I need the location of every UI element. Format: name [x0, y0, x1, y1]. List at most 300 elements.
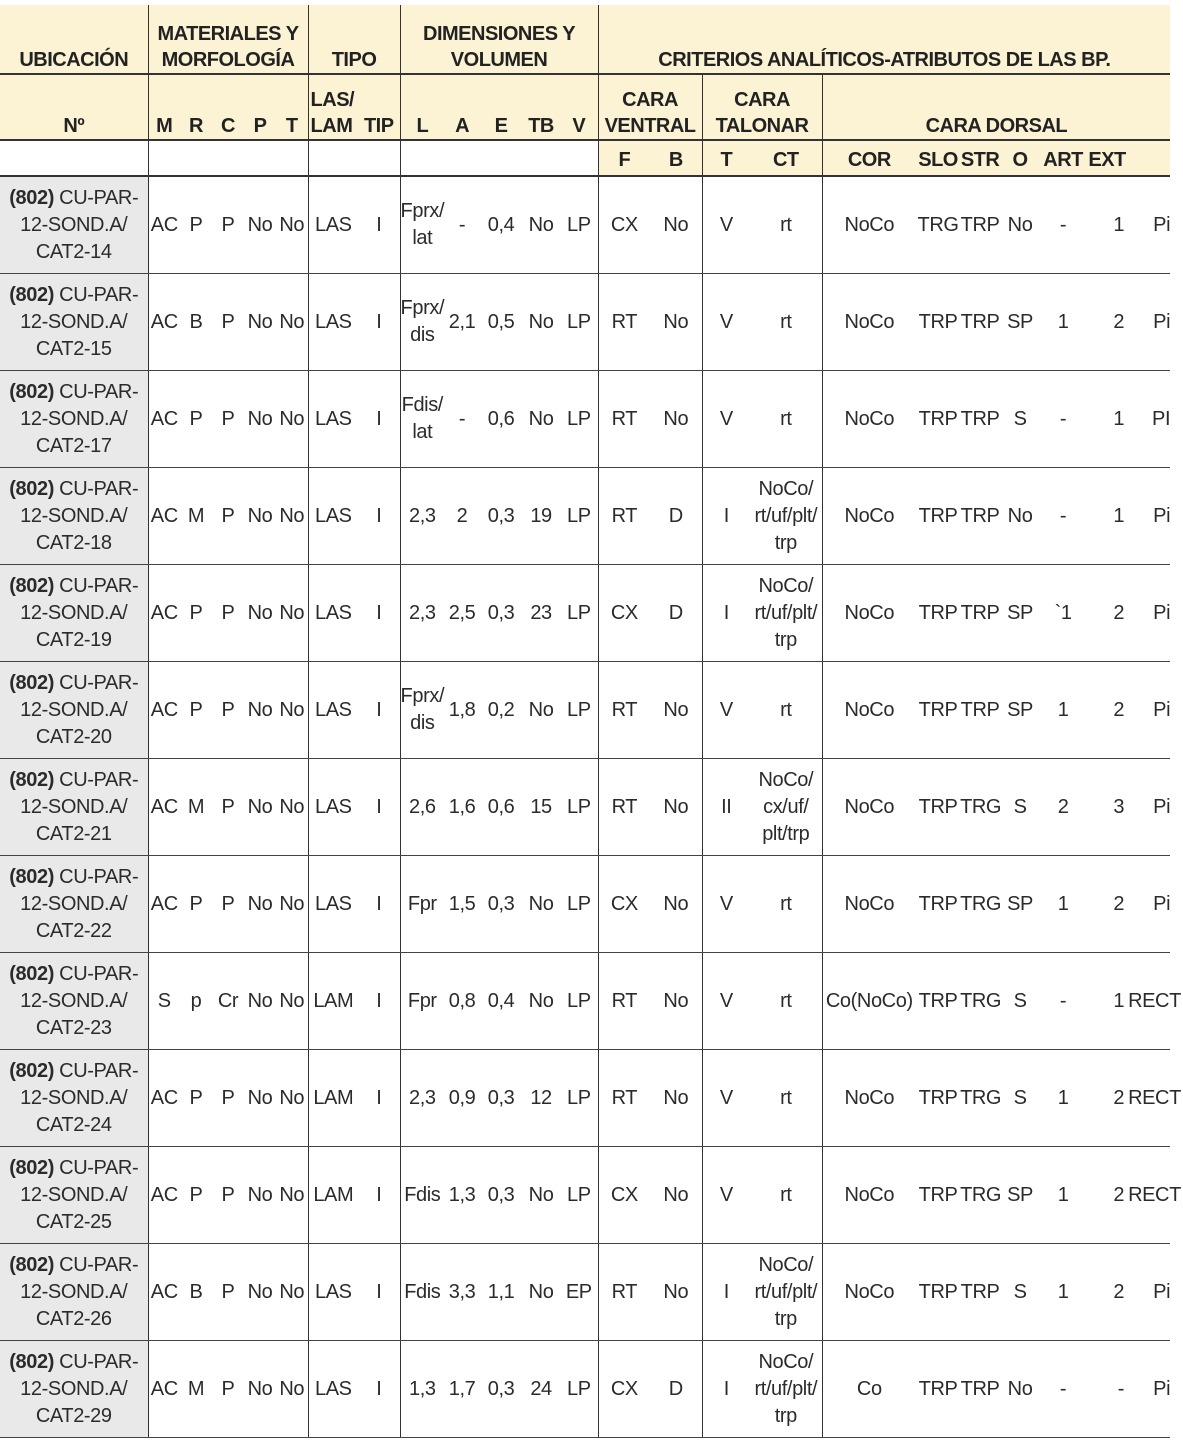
- cell-t: No: [276, 371, 308, 468]
- cell-ct: NoCo/ rt/uf/plt/ trp: [750, 1244, 822, 1341]
- cell-tip: I: [358, 565, 400, 662]
- cell-a: -: [444, 371, 480, 468]
- cell-f: RT: [598, 759, 650, 856]
- cell-f: RT: [598, 468, 650, 565]
- cell-str: TRP: [960, 176, 1000, 274]
- header-e: E: [480, 74, 522, 140]
- header-c: C: [212, 74, 244, 140]
- cell-e: 0,3: [480, 468, 522, 565]
- cell-a: 2,1: [444, 274, 480, 371]
- cell-tb: No: [522, 176, 560, 274]
- cell-a: 3,3: [444, 1244, 480, 1341]
- header-blank-materiales: [148, 140, 308, 176]
- table-row: [0, 176, 1170, 274]
- cell-str: TRP: [960, 274, 1000, 371]
- cell-cor: Co: [822, 1341, 916, 1438]
- header-last-blank: [1128, 140, 1170, 176]
- cell-a: 2: [444, 468, 480, 565]
- cell-f: CX: [598, 1341, 650, 1438]
- cell-las-lam: LAM: [308, 1147, 358, 1244]
- cell-id-code: (802): [9, 1156, 54, 1179]
- cell-last: Pi: [1128, 565, 1170, 662]
- cell-l: Fprx/ dis: [400, 274, 444, 371]
- header-las-lam-line2: LAM: [310, 115, 353, 137]
- cell-id-code: (802): [9, 574, 54, 597]
- cell-id: [0, 662, 148, 759]
- cell-id-rest: CU-PAR-12-SOND.A/ CAT2-18: [20, 477, 139, 554]
- cell-str: TRP: [960, 1244, 1000, 1341]
- cell-v: LP: [560, 759, 598, 856]
- header-dimensiones-line2: VOLUMEN: [450, 49, 548, 71]
- cell-t: No: [276, 1341, 308, 1438]
- cell-cor: NoCo: [822, 468, 916, 565]
- cell-id-code: (802): [9, 671, 54, 694]
- cell-e: 0,6: [480, 371, 522, 468]
- cell-c: P: [212, 176, 244, 274]
- cell-art: -: [1040, 1341, 1086, 1438]
- cell-p: No: [244, 856, 276, 953]
- cell-id-rest: CU-PAR-12-SOND.A/ CAT2-23: [20, 962, 139, 1039]
- cell-art: 1: [1040, 1244, 1086, 1341]
- table-row: [0, 953, 1170, 1050]
- cell-m: AC: [148, 274, 180, 371]
- cell-o: S: [1000, 1050, 1040, 1147]
- cell-slo: TRP: [916, 1244, 960, 1341]
- cell-e: 0,3: [480, 565, 522, 662]
- cell-r: M: [180, 468, 212, 565]
- cell-id: [0, 1341, 148, 1438]
- header-tipo: TIPO: [308, 5, 400, 74]
- header-v: V: [560, 74, 598, 140]
- cell-cor: NoCo: [822, 856, 916, 953]
- cell-tb: No: [522, 274, 560, 371]
- cell-l: Fprx/ lat: [400, 176, 444, 274]
- cell-v: LP: [560, 1050, 598, 1147]
- cell-last: PI: [1128, 371, 1170, 468]
- cell-id: [0, 176, 148, 274]
- cell-ext: -: [1086, 1341, 1128, 1438]
- cell-b: D: [650, 1341, 702, 1438]
- cell-tb: No: [522, 371, 560, 468]
- cell-r: P: [180, 371, 212, 468]
- cell-art: -: [1040, 371, 1086, 468]
- cell-t2: V: [702, 274, 750, 371]
- cell-o: SP: [1000, 662, 1040, 759]
- cell-las-lam: LAS: [308, 662, 358, 759]
- cell-id-code: (802): [9, 380, 54, 403]
- cell-ext: 1: [1086, 371, 1128, 468]
- cell-b: No: [650, 662, 702, 759]
- header-t: T: [276, 74, 308, 140]
- cell-str: TRP: [960, 1341, 1000, 1438]
- cell-b: D: [650, 468, 702, 565]
- cell-t: No: [276, 565, 308, 662]
- cell-id-code: (802): [9, 865, 54, 888]
- cell-c: P: [212, 1147, 244, 1244]
- cell-p: No: [244, 565, 276, 662]
- cell-slo: TRP: [916, 856, 960, 953]
- cell-t2: V: [702, 1050, 750, 1147]
- cell-c: P: [212, 856, 244, 953]
- cell-las-lam: LAS: [308, 176, 358, 274]
- cell-m: S: [148, 953, 180, 1050]
- cell-id-rest: CU-PAR-12-SOND.A/ CAT2-19: [20, 574, 139, 651]
- header-blank-id: [0, 140, 148, 176]
- cell-tb: No: [522, 662, 560, 759]
- cell-id: [0, 468, 148, 565]
- table-row: [0, 856, 1170, 953]
- cell-e: 0,4: [480, 953, 522, 1050]
- cell-id-code: (802): [9, 283, 54, 306]
- cell-r: M: [180, 759, 212, 856]
- cell-t: No: [276, 274, 308, 371]
- cell-l: 1,3: [400, 1341, 444, 1438]
- header-m: M: [148, 74, 180, 140]
- cell-v: LP: [560, 1147, 598, 1244]
- cell-tip: I: [358, 1341, 400, 1438]
- cell-v: LP: [560, 662, 598, 759]
- cell-v: LP: [560, 953, 598, 1050]
- cell-l: 2,3: [400, 468, 444, 565]
- cell-e: 0,5: [480, 274, 522, 371]
- cell-las-lam: LAM: [308, 1050, 358, 1147]
- cell-id-code: (802): [9, 768, 54, 791]
- cell-a: 1,7: [444, 1341, 480, 1438]
- header-cara-talonar-line2: TALONAR: [715, 115, 809, 137]
- cell-e: 0,4: [480, 176, 522, 274]
- table-row: [0, 565, 1170, 662]
- cell-tip: I: [358, 953, 400, 1050]
- cell-b: No: [650, 371, 702, 468]
- header-row-middle: [0, 74, 1170, 140]
- table-row: [0, 274, 1170, 371]
- cell-id-rest: CU-PAR-12-SOND.A/ CAT2-21: [20, 768, 139, 845]
- cell-f: RT: [598, 662, 650, 759]
- cell-art: 1: [1040, 1050, 1086, 1147]
- cell-p: No: [244, 1244, 276, 1341]
- cell-las-lam: LAS: [308, 468, 358, 565]
- cell-id-code: (802): [9, 962, 54, 985]
- cell-tb: 19: [522, 468, 560, 565]
- cell-slo: TRP: [916, 371, 960, 468]
- cell-cor: NoCo: [822, 565, 916, 662]
- cell-str: TRG: [960, 953, 1000, 1050]
- cell-t2: I: [702, 1244, 750, 1341]
- cell-a: 0,8: [444, 953, 480, 1050]
- cell-tb: 15: [522, 759, 560, 856]
- cell-m: AC: [148, 1147, 180, 1244]
- cell-str: TRG: [960, 759, 1000, 856]
- cell-f: CX: [598, 565, 650, 662]
- cell-ext: 1: [1086, 953, 1128, 1050]
- cell-b: No: [650, 759, 702, 856]
- cell-t: No: [276, 856, 308, 953]
- cell-l: Fdis: [400, 1147, 444, 1244]
- cell-tip: I: [358, 468, 400, 565]
- header-str: STR: [960, 140, 1000, 176]
- cell-last: RECT: [1128, 953, 1170, 1050]
- cell-f: RT: [598, 1244, 650, 1341]
- header-tb: TB: [522, 74, 560, 140]
- cell-cor: NoCo: [822, 274, 916, 371]
- cell-p: No: [244, 274, 276, 371]
- cell-t2: V: [702, 176, 750, 274]
- cell-r: B: [180, 274, 212, 371]
- cell-last: Pi: [1128, 759, 1170, 856]
- cell-f: RT: [598, 371, 650, 468]
- cell-tb: 12: [522, 1050, 560, 1147]
- cell-tip: I: [358, 371, 400, 468]
- cell-b: No: [650, 1147, 702, 1244]
- cell-id: [0, 1050, 148, 1147]
- cell-tip: I: [358, 176, 400, 274]
- cell-m: AC: [148, 856, 180, 953]
- cell-o: S: [1000, 953, 1040, 1050]
- cell-tb: 23: [522, 565, 560, 662]
- cell-v: LP: [560, 371, 598, 468]
- cell-f: CX: [598, 176, 650, 274]
- header-row-sub: [0, 140, 1170, 176]
- cell-l: 2,6: [400, 759, 444, 856]
- cell-ct: rt: [750, 856, 822, 953]
- cell-o: S: [1000, 371, 1040, 468]
- cell-t: No: [276, 1244, 308, 1341]
- cell-cor: Co(NoCo): [822, 953, 916, 1050]
- cell-t: No: [276, 176, 308, 274]
- cell-id-rest: CU-PAR-12-SOND.A/ CAT2-26: [20, 1253, 139, 1330]
- cell-l: Fdis: [400, 1244, 444, 1341]
- cell-ct: rt: [750, 1147, 822, 1244]
- header-blank-tipo: [308, 140, 400, 176]
- header-f: F: [598, 140, 650, 176]
- cell-art: 1: [1040, 856, 1086, 953]
- header-art: ART: [1040, 140, 1086, 176]
- cell-c: P: [212, 565, 244, 662]
- cell-tip: I: [358, 662, 400, 759]
- cell-a: 2,5: [444, 565, 480, 662]
- cell-ext: 2: [1086, 1147, 1128, 1244]
- cell-f: RT: [598, 1050, 650, 1147]
- cell-las-lam: LAS: [308, 565, 358, 662]
- cell-m: AC: [148, 468, 180, 565]
- cell-las-lam: LAS: [308, 274, 358, 371]
- cell-t2: V: [702, 662, 750, 759]
- table-row: [0, 1341, 1170, 1438]
- cell-las-lam: LAS: [308, 1341, 358, 1438]
- cell-id: [0, 274, 148, 371]
- cell-m: AC: [148, 1050, 180, 1147]
- cell-tb: No: [522, 1147, 560, 1244]
- cell-id: [0, 759, 148, 856]
- cell-ext: 3: [1086, 759, 1128, 856]
- cell-id-code: (802): [9, 1350, 54, 1373]
- cell-las-lam: LAS: [308, 759, 358, 856]
- cell-id-rest: CU-PAR-12-SOND.A/ CAT2-15: [20, 283, 139, 360]
- cell-c: P: [212, 468, 244, 565]
- cell-p: No: [244, 1050, 276, 1147]
- cell-t: No: [276, 1050, 308, 1147]
- cell-tb: 24: [522, 1341, 560, 1438]
- cell-p: No: [244, 371, 276, 468]
- cell-p: No: [244, 1341, 276, 1438]
- cell-cor: NoCo: [822, 371, 916, 468]
- cell-b: No: [650, 856, 702, 953]
- cell-r: P: [180, 856, 212, 953]
- cell-slo: TRP: [916, 1147, 960, 1244]
- cell-v: LP: [560, 468, 598, 565]
- cell-c: P: [212, 371, 244, 468]
- cell-str: TRG: [960, 1147, 1000, 1244]
- cell-id-rest: CU-PAR-12-SOND.A/ CAT2-20: [20, 671, 139, 748]
- cell-slo: TRP: [916, 565, 960, 662]
- cell-art: `1: [1040, 565, 1086, 662]
- cell-t2: I: [702, 565, 750, 662]
- header-materiales-line1: MATERIALES Y: [157, 23, 299, 45]
- cell-ct: rt: [750, 371, 822, 468]
- cell-tb: No: [522, 953, 560, 1050]
- cell-las-lam: LAS: [308, 371, 358, 468]
- cell-f: RT: [598, 953, 650, 1050]
- cell-l: Fpr: [400, 856, 444, 953]
- header-cara-dorsal: CARA DORSAL: [822, 74, 1170, 140]
- table-row: [0, 1244, 1170, 1341]
- cell-o: SP: [1000, 565, 1040, 662]
- cell-las-lam: LAM: [308, 953, 358, 1050]
- header-a: A: [444, 74, 480, 140]
- cell-tip: I: [358, 1244, 400, 1341]
- header-r: R: [180, 74, 212, 140]
- cell-b: D: [650, 565, 702, 662]
- cell-o: SP: [1000, 856, 1040, 953]
- cell-id-rest: CU-PAR-12-SOND.A/ CAT2-14: [20, 186, 139, 263]
- cell-ext: 1: [1086, 468, 1128, 565]
- header-materiales: [148, 5, 308, 74]
- cell-id-rest: CU-PAR-12-SOND.A/ CAT2-22: [20, 865, 139, 942]
- cell-id: [0, 371, 148, 468]
- cell-b: No: [650, 1050, 702, 1147]
- table-row: [0, 371, 1170, 468]
- cell-v: EP: [560, 1244, 598, 1341]
- cell-id: [0, 1244, 148, 1341]
- cell-slo: TRG: [916, 176, 960, 274]
- cell-m: AC: [148, 565, 180, 662]
- cell-r: M: [180, 1341, 212, 1438]
- cell-c: Cr: [212, 953, 244, 1050]
- cell-o: No: [1000, 176, 1040, 274]
- cell-last: RECT: [1128, 1050, 1170, 1147]
- cell-slo: TRP: [916, 759, 960, 856]
- cell-m: AC: [148, 176, 180, 274]
- cell-o: S: [1000, 1244, 1040, 1341]
- cell-r: P: [180, 1147, 212, 1244]
- cell-l: Fpr: [400, 953, 444, 1050]
- cell-r: P: [180, 1050, 212, 1147]
- cell-art: -: [1040, 953, 1086, 1050]
- cell-p: No: [244, 468, 276, 565]
- cell-tip: I: [358, 1147, 400, 1244]
- cell-t2: I: [702, 468, 750, 565]
- cell-id: [0, 953, 148, 1050]
- cell-r: P: [180, 176, 212, 274]
- cell-ct: rt: [750, 662, 822, 759]
- cell-last: Pi: [1128, 176, 1170, 274]
- table-wrapper: [0, 5, 1181, 1438]
- cell-e: 0,3: [480, 856, 522, 953]
- cell-l: Fdis/ lat: [400, 371, 444, 468]
- cell-t2: V: [702, 953, 750, 1050]
- cell-id-code: (802): [9, 186, 54, 209]
- header-cara-ventral: [598, 74, 702, 140]
- cell-last: Pi: [1128, 662, 1170, 759]
- cell-e: 0,2: [480, 662, 522, 759]
- cell-ct: rt: [750, 176, 822, 274]
- header-dimensiones-line1: DIMENSIONES Y: [423, 23, 576, 45]
- cell-b: No: [650, 176, 702, 274]
- cell-last: Pi: [1128, 468, 1170, 565]
- cell-slo: TRP: [916, 1050, 960, 1147]
- cell-p: No: [244, 759, 276, 856]
- cell-e: 1,1: [480, 1244, 522, 1341]
- table-row: [0, 1147, 1170, 1244]
- header-cara-talonar: [702, 74, 822, 140]
- cell-id-rest: CU-PAR-12-SOND.A/ CAT2-29: [20, 1350, 139, 1427]
- cell-o: SP: [1000, 1147, 1040, 1244]
- cell-ext: 2: [1086, 1050, 1128, 1147]
- header-row-top: [0, 5, 1170, 74]
- header-cara-ventral-line1: CARA: [622, 89, 678, 111]
- cell-o: SP: [1000, 274, 1040, 371]
- cell-slo: TRP: [916, 662, 960, 759]
- cell-a: 1,3: [444, 1147, 480, 1244]
- cell-art: -: [1040, 176, 1086, 274]
- cell-ct: rt: [750, 274, 822, 371]
- cell-cor: NoCo: [822, 176, 916, 274]
- cell-last: Pi: [1128, 1244, 1170, 1341]
- cell-ext: 2: [1086, 856, 1128, 953]
- cell-art: 1: [1040, 662, 1086, 759]
- header-ubicacion: UBICACIÓN: [0, 5, 148, 74]
- cell-art: -: [1040, 468, 1086, 565]
- cell-t2: V: [702, 371, 750, 468]
- cell-id: [0, 565, 148, 662]
- header-ext: EXT: [1086, 140, 1128, 176]
- header-las-lam-line1: LAS/: [310, 89, 355, 111]
- cell-p: No: [244, 953, 276, 1050]
- cell-ext: 2: [1086, 1244, 1128, 1341]
- cell-id-rest: CU-PAR-12-SOND.A/ CAT2-25: [20, 1156, 139, 1233]
- cell-m: AC: [148, 1341, 180, 1438]
- cell-l: Fprx/ dis: [400, 662, 444, 759]
- cell-b: No: [650, 274, 702, 371]
- header-cor: COR: [822, 140, 916, 176]
- cell-tip: I: [358, 856, 400, 953]
- table-body: [0, 176, 1181, 1438]
- cell-ct: rt: [750, 1050, 822, 1147]
- table-row: [0, 662, 1170, 759]
- cell-ct: NoCo/ cx/uf/ plt/trp: [750, 759, 822, 856]
- cell-t: No: [276, 468, 308, 565]
- cell-c: P: [212, 1244, 244, 1341]
- cell-str: TRP: [960, 662, 1000, 759]
- cell-v: LP: [560, 856, 598, 953]
- header-blank-dimensiones: [400, 140, 598, 176]
- cell-a: -: [444, 176, 480, 274]
- header-l: L: [400, 74, 444, 140]
- cell-ct: rt: [750, 953, 822, 1050]
- header-dimensiones: [400, 5, 598, 74]
- cell-r: P: [180, 565, 212, 662]
- header-las-lam: [308, 74, 358, 140]
